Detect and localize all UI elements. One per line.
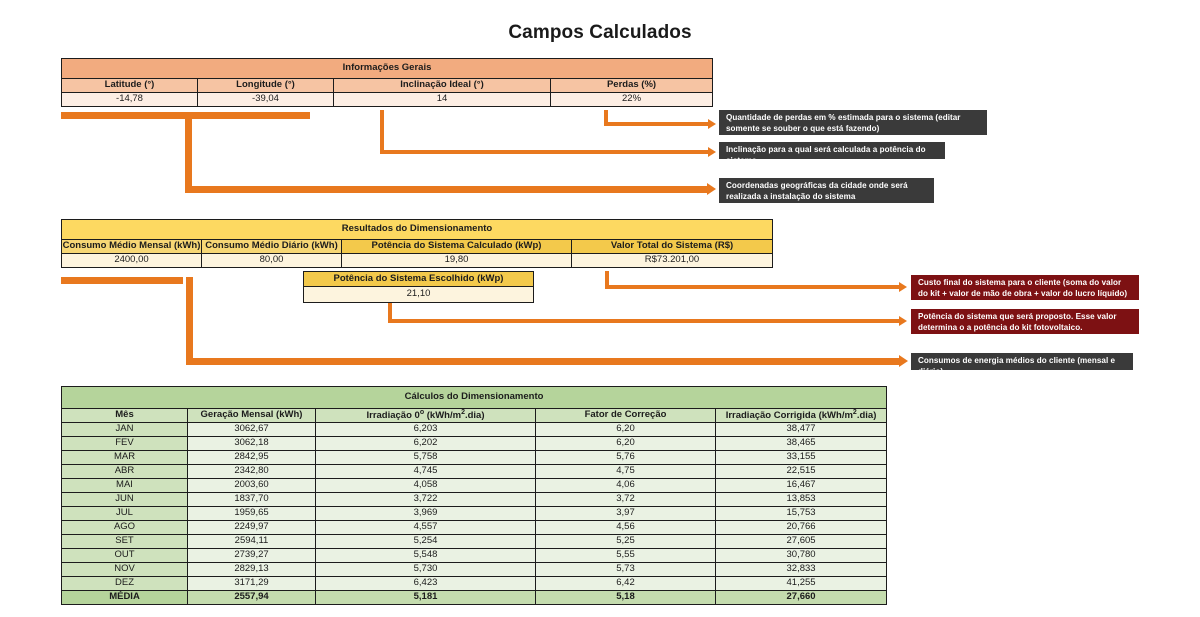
table-row — [62, 451, 887, 465]
cell-irradiacao-corrigida: 27,605 — [716, 535, 887, 549]
table-row — [62, 387, 887, 409]
connector-consumos-horizontal — [186, 358, 902, 365]
cell-irradiacao-corrigida: 33,155 — [716, 451, 887, 465]
cell-irradiacao-zero: 3,722 — [316, 493, 536, 507]
cell-irradiacao-zero: 4,557 — [316, 521, 536, 535]
cell-mes: MÉDIA — [62, 591, 188, 605]
cell-irradiacao-zero: 6,423 — [316, 577, 536, 591]
connector-inclinacao-vertical — [380, 110, 384, 152]
table-potencia-escolhido — [303, 271, 534, 303]
cell-mes: MAI — [62, 479, 188, 493]
cell-irradiacao-zero: 6,202 — [316, 437, 536, 451]
cell-irradiacao-corrigida: 20,766 — [716, 521, 887, 535]
table-row-media — [62, 591, 887, 605]
cell-geracao-mensal: 2739,27 — [188, 549, 316, 563]
value-consumo-medio-mensal[interactable]: 2400,00 — [62, 254, 202, 268]
connector-potencia-horizontal — [388, 319, 901, 323]
header-irradiacao-zero: Irradiação 0$^o$ $(kWh/m^2.dia)$ — [316, 409, 536, 423]
table-row — [304, 272, 534, 287]
table-calculos-dimensionamento — [61, 386, 887, 605]
arrow-head-potencia — [899, 316, 907, 326]
arrow-head-inclinacao — [708, 147, 716, 157]
cell-mes: SET — [62, 535, 188, 549]
table-title-calculos: Cálculos do Dimensionamento — [62, 387, 887, 409]
note-custo-final: Custo final do sistema para o cliente (soma do valor do kit + valor de mão de obra + valor do lucro líquido) — [911, 275, 1139, 300]
connector-custo-horizontal — [605, 285, 901, 289]
cell-irradiacao-corrigida: 16,467 — [716, 479, 887, 493]
value-potencia-calculado[interactable]: 19,80 — [342, 254, 572, 268]
cell-irradiacao-zero: 5,758 — [316, 451, 536, 465]
header-latitude: Latitude (°) — [62, 79, 198, 93]
cell-geracao-mensal: 1837,70 — [188, 493, 316, 507]
cell-fator-correcao: 5,73 — [536, 563, 716, 577]
value-consumo-medio-diario[interactable]: 80,00 — [202, 254, 342, 268]
cell-fator-correcao: 5,18 — [536, 591, 716, 605]
cell-fator-correcao: 5,25 — [536, 535, 716, 549]
table-row — [62, 59, 713, 79]
value-perdas[interactable]: 22% — [551, 93, 713, 107]
cell-irradiacao-corrigida: 15,753 — [716, 507, 887, 521]
table-row — [62, 521, 887, 535]
cell-mes: DEZ — [62, 577, 188, 591]
cell-fator-correcao: 5,55 — [536, 549, 716, 563]
cell-irradiacao-zero: 4,058 — [316, 479, 536, 493]
connector-coordenadas-horizontal — [185, 186, 710, 193]
cell-mes: ABR — [62, 465, 188, 479]
cell-irradiacao-corrigida: 13,853 — [716, 493, 887, 507]
cell-fator-correcao: 6,20 — [536, 423, 716, 437]
value-potencia-escolhido[interactable]: 21,10 — [304, 287, 534, 303]
header-mes: Mês — [62, 409, 188, 423]
cell-geracao-mensal: 2342,80 — [188, 465, 316, 479]
value-longitude[interactable]: -39,04 — [198, 93, 334, 107]
cell-geracao-mensal: 3171,29 — [188, 577, 316, 591]
cell-mes: AGO — [62, 521, 188, 535]
cell-irradiacao-corrigida: 41,255 — [716, 577, 887, 591]
cell-irradiacao-zero: 4,745 — [316, 465, 536, 479]
table-row — [62, 79, 713, 93]
cell-mes: FEV — [62, 437, 188, 451]
header-inclinacao-ideal: Inclinação Ideal (°) — [334, 79, 551, 93]
table-row — [62, 93, 713, 107]
cell-geracao-mensal: 2003,60 — [188, 479, 316, 493]
cell-irradiacao-corrigida: 27,660 — [716, 591, 887, 605]
cell-mes: JUL — [62, 507, 188, 521]
cell-fator-correcao: 6,20 — [536, 437, 716, 451]
cell-fator-correcao: 4,75 — [536, 465, 716, 479]
cell-fator-correcao: 3,72 — [536, 493, 716, 507]
header-potencia-calculado: Potência do Sistema Calculado (kWp) — [342, 240, 572, 254]
connector-inclinacao-horizontal — [380, 150, 710, 154]
table-header-row — [62, 409, 887, 423]
header-longitude: Longitude (°) — [198, 79, 334, 93]
arrow-head-custo — [899, 282, 907, 292]
header-potencia-escolhido: Potência do Sistema Escolhido (kWp) — [304, 272, 534, 287]
cell-geracao-mensal: 2842,95 — [188, 451, 316, 465]
value-inclinacao-ideal[interactable]: 14 — [334, 93, 551, 107]
cell-irradiacao-zero: 5,548 — [316, 549, 536, 563]
header-valor-total: Valor Total do Sistema (R$) — [572, 240, 773, 254]
cell-fator-correcao: 5,76 — [536, 451, 716, 465]
cell-irradiacao-zero: 6,203 — [316, 423, 536, 437]
header-consumo-medio-mensal: Consumo Médio Mensal (kWh) — [62, 240, 202, 254]
cell-geracao-mensal: 2249,97 — [188, 521, 316, 535]
arrow-head-consumos — [899, 355, 908, 367]
table-row — [62, 437, 887, 451]
note-inclinacao: Inclinação para a qual será calculada a potência do sistema — [719, 142, 945, 159]
cell-geracao-mensal: 1959,65 — [188, 507, 316, 521]
table-row — [62, 549, 887, 563]
connector-consumos-vertical — [186, 277, 193, 361]
table-row — [62, 465, 887, 479]
table-row — [62, 563, 887, 577]
arrow-head-coordenadas — [707, 183, 716, 195]
value-latitude[interactable]: -14,78 — [62, 93, 198, 107]
note-coordenadas: Coordenadas geográficas da cidade onde será realizada a instalação do sistema — [719, 178, 934, 203]
cell-mes: JUN — [62, 493, 188, 507]
cell-geracao-mensal: 3062,18 — [188, 437, 316, 451]
header-fator-correcao: Fator de Correção — [536, 409, 716, 423]
table-row — [304, 287, 534, 303]
header-geracao-mensal: Geração Mensal (kWh) — [188, 409, 316, 423]
note-perdas: Quantidade de perdas em % estimada para o sistema (editar somente se souber o que está fazendo) — [719, 110, 987, 135]
cell-irradiacao-corrigida: 38,465 — [716, 437, 887, 451]
cell-mes: OUT — [62, 549, 188, 563]
header-irradiacao-corrigida: Irradiação Corrigida $(kWh/m^2.dia)$ — [716, 409, 887, 423]
cell-geracao-mensal: 3062,67 — [188, 423, 316, 437]
value-valor-total[interactable]: R$73.201,00 — [572, 254, 773, 268]
cell-irradiacao-corrigida: 38,477 — [716, 423, 887, 437]
table-row — [62, 220, 773, 240]
cell-geracao-mensal: 2594,11 — [188, 535, 316, 549]
header-perdas: Perdas (%) — [551, 79, 713, 93]
cell-irradiacao-zero: 3,969 — [316, 507, 536, 521]
table-row — [62, 507, 887, 521]
table-title-resultados: Resultados do Dimensionamento — [62, 220, 773, 240]
table-resultados-dimensionamento — [61, 219, 773, 268]
table-row — [62, 479, 887, 493]
table-informacoes-gerais — [61, 58, 713, 107]
cell-irradiacao-corrigida: 22,515 — [716, 465, 887, 479]
table-row — [62, 535, 887, 549]
header-consumo-medio-diario: Consumo Médio Diário (kWh) — [202, 240, 342, 254]
cell-mes: MAR — [62, 451, 188, 465]
table-row — [62, 493, 887, 507]
connector-coordenadas-vertical — [185, 112, 192, 189]
arrow-head-perdas — [708, 119, 716, 129]
page-title: Campos Calculados — [508, 22, 692, 43]
cell-fator-correcao: 4,56 — [536, 521, 716, 535]
cell-irradiacao-corrigida: 32,833 — [716, 563, 887, 577]
cell-irradiacao-zero: 5,730 — [316, 563, 536, 577]
cell-geracao-mensal: 2829,13 — [188, 563, 316, 577]
cell-irradiacao-corrigida: 30,780 — [716, 549, 887, 563]
connector-consumos-top — [61, 277, 183, 284]
connector-perdas-horizontal — [604, 122, 710, 126]
table-row — [62, 254, 773, 268]
cell-irradiacao-zero: 5,254 — [316, 535, 536, 549]
table-row — [62, 423, 887, 437]
cell-fator-correcao: 3,97 — [536, 507, 716, 521]
table-row — [62, 240, 773, 254]
table-title-informacoes-gerais: Informações Gerais — [62, 59, 713, 79]
cell-geracao-mensal: 2557,94 — [188, 591, 316, 605]
table-row — [62, 577, 887, 591]
note-consumos: Consumos de energia médios do cliente (mensal e diário) — [911, 353, 1133, 370]
cell-mes: NOV — [62, 563, 188, 577]
cell-fator-correcao: 6,42 — [536, 577, 716, 591]
cell-fator-correcao: 4,06 — [536, 479, 716, 493]
cell-irradiacao-zero: 5,181 — [316, 591, 536, 605]
note-potencia-proposta: Potência do sistema que será proposto. Esse valor determina o a potência do kit fotovoltaico. — [911, 309, 1139, 334]
cell-mes: JAN — [62, 423, 188, 437]
